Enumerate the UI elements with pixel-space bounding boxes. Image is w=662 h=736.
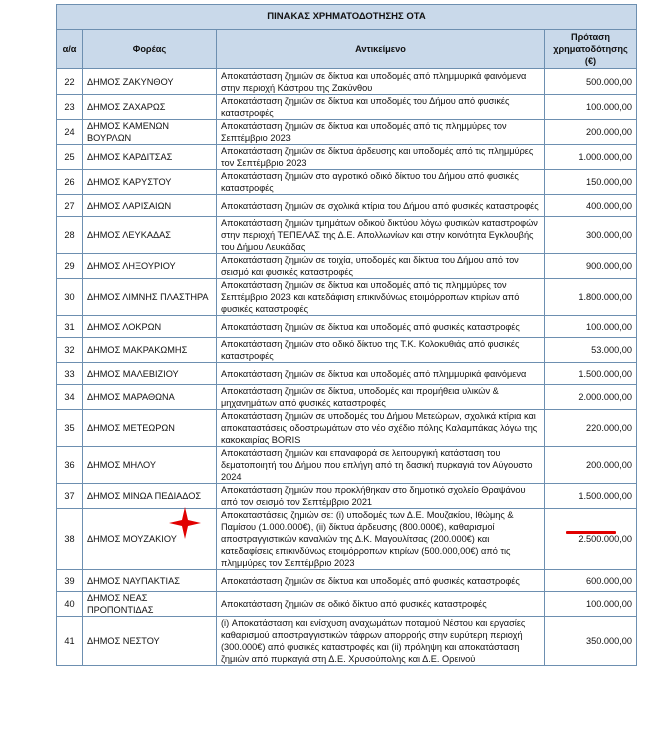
row-entity: ΔΗΜΟΣ ΝΕΑΣ ΠΡΟΠΟΝΤΙΔΑΣ: [83, 592, 217, 617]
table-row: [57, 617, 637, 666]
row-entity: ΔΗΜΟΣ ΜΟΥΖΑΚΙΟΥ: [83, 509, 217, 570]
row-subject: Αποκατάσταση ζημιών που προκλήθηκαν στο δημοτικό σχολείο Θραψάνου από τον σεισμό τον Σεπτέμβριο 2021: [217, 484, 545, 509]
row-amount: 1.000.000,00: [545, 145, 637, 170]
row-number: 40: [57, 592, 83, 617]
table-row: [57, 217, 637, 254]
row-number: 25: [57, 145, 83, 170]
table-row: [57, 170, 637, 195]
row-subject: Αποκατάσταση ζημιών σε δίκτυα, υποδομές και προμήθεια υλικών & μηχανημάτων από φυσικές καταστροφές: [217, 385, 545, 410]
row-number: 29: [57, 254, 83, 279]
row-entity: ΔΗΜΟΣ ΛΑΡΙΣΑΙΩΝ: [83, 195, 217, 217]
row-entity: ΔΗΜΟΣ ΝΕΣΤΟΥ: [83, 617, 217, 666]
header-num: α/α: [57, 30, 83, 69]
table-row: [57, 592, 637, 617]
row-number: 32: [57, 338, 83, 363]
row-number: 23: [57, 95, 83, 120]
row-subject: (i) Αποκατάσταση και ενίσχυση αναχωμάτων ποταμού Νέστου και εργασίες καθαρισμού αποστραγγιστικών τάφρων απορροής στην ευρύτερη περιοχή (300.000€) από φυσικές καταστροφές και (ii) πρόληψη και αποκατάσταση ζημιών από πυρκαγιά στη Δ.Ε. Χρυσούπολης και Δ.Ε. Ορεινού: [217, 617, 545, 666]
table-row: [57, 316, 637, 338]
row-entity: ΔΗΜΟΣ ΝΑΥΠΑΚΤΙΑΣ: [83, 570, 217, 592]
table-row: [57, 195, 637, 217]
row-amount: 200.000,00: [545, 120, 637, 145]
red-underline-marker: [566, 531, 616, 534]
row-amount: 100.000,00: [545, 316, 637, 338]
row-subject: Αποκατάσταση ζημιών σε δίκτυα και υποδομές από φυσικές καταστροφές: [217, 316, 545, 338]
row-subject: Αποκατάσταση ζημιών σε υποδομές του Δήμου Μετεώρων, σχολικά κτίρια και αποκαταστάσεις οδοστρωμάτων στο νέο σχέδιο πόλης Καλαμπάκας λόγω της κακοκαιρίας BORIS: [217, 410, 545, 447]
row-subject: Αποκαταστάσεις ζημιών σε: (i) υποδομές των Δ.Ε. Μουζακίου, Ιθώμης & Παμίσου (1.000.000€), (ii) δίκτυα άρδευσης (800.000€), καθαρισμοί αποστραγγιστικών καναλιών της Δ.Κ. Μαγουλίτσας (200.000€) και κατεδαφίσεις επικινδύνως ετοιμόρροπων κτιρίων (500.000,00€) από τις πλημμύρες τον Σεπτέμβριο 2023: [217, 509, 545, 570]
row-subject: Αποκατάσταση ζημιών σε δίκτυα άρδευσης και υποδομές από τις πλημμύρες τον Σεπτέμβριο 2023: [217, 145, 545, 170]
table-row: [57, 279, 637, 316]
table-row: [57, 95, 637, 120]
row-number: 41: [57, 617, 83, 666]
row-entity: ΔΗΜΟΣ ΖΑΚΥΝΘΟΥ: [83, 69, 217, 95]
row-amount: 900.000,00: [545, 254, 637, 279]
row-number: 28: [57, 217, 83, 254]
row-entity: ΔΗΜΟΣ ΛΟΚΡΩΝ: [83, 316, 217, 338]
row-amount: 300.000,00: [545, 217, 637, 254]
table-row: [57, 145, 637, 170]
table-row: [57, 338, 637, 363]
row-number: 39: [57, 570, 83, 592]
row-subject: Αποκατάσταση ζημιών σε δίκτυα και υποδομές από τις πλημμύρες τον Σεπτέμβριο 2023 και κατεδάφιση επικινδύνως ετοιμόρροπων κτιρίων από φυσικές καταστροφές: [217, 279, 545, 316]
row-subject: Αποκατάσταση ζημιών σε τοιχία, υποδομές και δίκτυα του Δήμου από τον σεισμό και φυσικές καταστροφές: [217, 254, 545, 279]
row-number: 27: [57, 195, 83, 217]
row-number: 37: [57, 484, 83, 509]
row-subject: Αποκατάσταση ζημιών σε οδικό δίκτυο από φυσικές καταστροφές: [217, 592, 545, 617]
red-star-marker-icon: [168, 506, 202, 540]
row-amount: 100.000,00: [545, 95, 637, 120]
table-row: [57, 509, 637, 570]
row-number: 35: [57, 410, 83, 447]
row-number: 24: [57, 120, 83, 145]
row-entity: ΔΗΜΟΣ ΖΑΧΑΡΩΣ: [83, 95, 217, 120]
table-row: [57, 363, 637, 385]
table-row: [57, 120, 637, 145]
row-amount: 500.000,00: [545, 69, 637, 95]
row-amount: 350.000,00: [545, 617, 637, 666]
row-entity: ΔΗΜΟΣ ΜΙΝΩΑ ΠΕΔΙΑΔΟΣ: [83, 484, 217, 509]
row-number: 30: [57, 279, 83, 316]
row-amount: 400.000,00: [545, 195, 637, 217]
table-row: [57, 254, 637, 279]
row-amount: 600.000,00: [545, 570, 637, 592]
row-entity: ΔΗΜΟΣ ΜΕΤΕΩΡΩΝ: [83, 410, 217, 447]
header-amount: Πρόταση χρηματοδότησης (€): [545, 30, 637, 69]
funding-table: [56, 4, 637, 666]
row-subject: Αποκατάσταση ζημιών σε δίκτυα και υποδομές από πλημμυρικά φαινόμενα: [217, 363, 545, 385]
row-number: 34: [57, 385, 83, 410]
row-amount: 1.500.000,00: [545, 363, 637, 385]
row-subject: Αποκατάσταση ζημιών σε σχολικά κτίρια του Δήμου από φυσικές καταστροφές: [217, 195, 545, 217]
row-number: 38: [57, 509, 83, 570]
table-title: ΠΙΝΑΚΑΣ ΧΡΗΜΑΤΟΔΟΤΗΣΗΣ ΟΤΑ: [57, 5, 637, 30]
row-entity: ΔΗΜΟΣ ΚΑΡΔΙΤΣΑΣ: [83, 145, 217, 170]
table-body: [57, 69, 637, 666]
row-subject: Αποκατάσταση ζημιών στο οδικό δίκτυο της Τ.Κ. Κολοκυθιάς από φυσικές καταστροφές: [217, 338, 545, 363]
table-row: [57, 447, 637, 484]
row-amount: 1.800.000,00: [545, 279, 637, 316]
row-number: 33: [57, 363, 83, 385]
row-entity: ΔΗΜΟΣ ΜΑΚΡΑΚΩΜΗΣ: [83, 338, 217, 363]
row-subject: Αποκατάσταση ζημιών σε δίκτυα και υποδομές από πλημμυρικά φαινόμενα στην περιοχή Κάστρου της Ζακύνθου: [217, 69, 545, 95]
row-amount: 2.000.000,00: [545, 385, 637, 410]
row-entity: ΔΗΜΟΣ ΛΕΥΚΑΔΑΣ: [83, 217, 217, 254]
row-amount: 200.000,00: [545, 447, 637, 484]
row-subject: Αποκατάσταση ζημιών σε δίκτυα και υποδομές από τις πλημμύρες τον Σεπτέμβριο 2023: [217, 120, 545, 145]
table-row: [57, 484, 637, 509]
row-entity: ΔΗΜΟΣ ΚΑΡΥΣΤΟΥ: [83, 170, 217, 195]
row-entity: ΔΗΜΟΣ ΜΑΡΑΘΩΝΑ: [83, 385, 217, 410]
header-entity: Φορέας: [83, 30, 217, 69]
row-entity: ΔΗΜΟΣ ΚΑΜΕΝΩΝ ΒΟΥΡΛΩΝ: [83, 120, 217, 145]
row-subject: Αποκατάσταση ζημιών σε δίκτυα και υποδομές από φυσικές καταστροφές: [217, 570, 545, 592]
row-entity: ΔΗΜΟΣ ΜΗΛΟΥ: [83, 447, 217, 484]
row-entity: ΔΗΜΟΣ ΛΗΞΟΥΡΙΟΥ: [83, 254, 217, 279]
row-amount: 150.000,00: [545, 170, 637, 195]
funding-table-sheet: [56, 4, 636, 666]
row-entity: ΔΗΜΟΣ ΜΑΛΕΒΙΖΙΟΥ: [83, 363, 217, 385]
row-number: 31: [57, 316, 83, 338]
table-row: [57, 385, 637, 410]
table-title-row: [57, 5, 637, 30]
row-number: 22: [57, 69, 83, 95]
row-amount: 1.500.000,00: [545, 484, 637, 509]
row-amount: 220.000,00: [545, 410, 637, 447]
row-subject: Αποκατάσταση ζημιών τμημάτων οδικού δικτύου λόγω φυσικών καταστροφών στην περιοχή ΤΕΠΕΛΑΣ της Δ.Ε. Απολλωνίων και στην κοινότητα Εγκλουβής του Δήμου Λευκάδας: [217, 217, 545, 254]
table-row: [57, 570, 637, 592]
row-number: 26: [57, 170, 83, 195]
row-subject: Αποκατάσταση ζημιών και επαναφορά σε λειτουργική κατάσταση του δεματοποιητή του Δήμου που επλήγη από τη δασική πυρκαγιά τον Αύγουστο 2024: [217, 447, 545, 484]
row-subject: Αποκατάσταση ζημιών στο αγροτικό οδικό δίκτυο του Δήμου από φυσικές καταστροφές: [217, 170, 545, 195]
row-number: 36: [57, 447, 83, 484]
table-header-row: [57, 30, 637, 69]
row-amount: 100.000,00: [545, 592, 637, 617]
row-entity: ΔΗΜΟΣ ΛΙΜΝΗΣ ΠΛΑΣΤΗΡΑ: [83, 279, 217, 316]
row-amount: 53.000,00: [545, 338, 637, 363]
row-subject: Αποκατάσταση ζημιών σε δίκτυα και υποδομές του Δήμου από φυσικές καταστροφές: [217, 95, 545, 120]
row-amount: 2.500.000,00: [545, 509, 637, 570]
header-subject: Αντικείμενο: [217, 30, 545, 69]
table-row: [57, 410, 637, 447]
table-row: [57, 69, 637, 95]
